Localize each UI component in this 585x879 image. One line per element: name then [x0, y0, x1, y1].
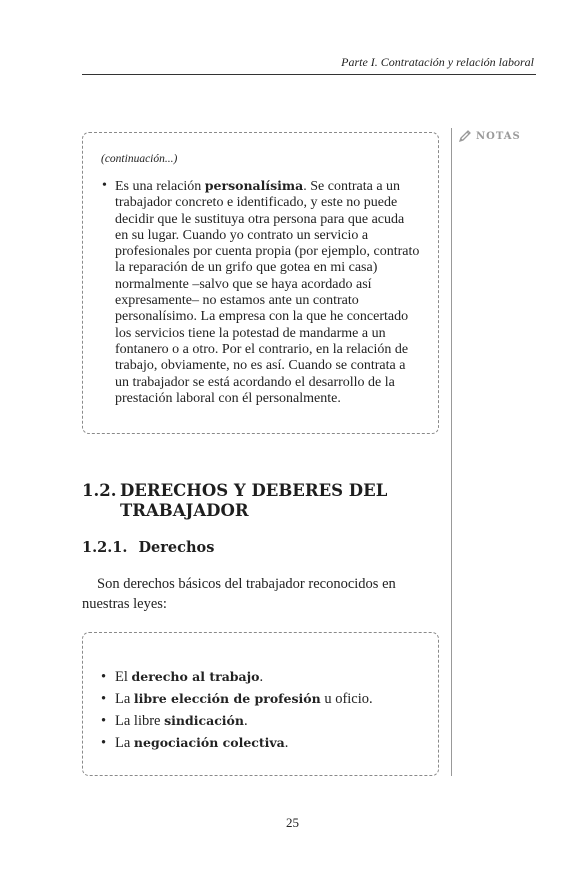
page-number: 25 [286, 815, 299, 830]
continuation-box [82, 132, 439, 434]
section-number: 1.2. [82, 481, 117, 500]
list-item: • La libre sindicación. [101, 710, 373, 732]
subsection-title: Derechos [138, 539, 215, 556]
list-item: • El derecho al trabajo. [101, 666, 373, 688]
notes-text: NOTAS [476, 130, 521, 142]
list-item: • La negociación colectiva. [101, 732, 373, 754]
notes-margin-rule [451, 128, 452, 776]
intro-paragraph: Son derechos básicos del trabajador reconocidos en nuestras leyes: [82, 576, 396, 612]
personal-relation-paragraph [115, 178, 420, 407]
para-lead: Es una relación [115, 179, 205, 194]
para-rest: . Se contrata a un trabajador concreto e identificado, y este no puede decidir que le sustituya otra persona para que acuda en su lugar. Cuando yo contrato un servicio a profesionales por cuenta propia (por ejemplo, contrato la reparación de un grifo que gotea en mi casa) normalmente –salvo que se haya acordado así expresamente– no estamos ante un contrato personalísimo. La empresa con la que he concertado los servicios tiene la potestad de mandarme a un fontanero o a otro. Por el contrario, en la relación de trabajo, obviamente, no es así. Cuando se contrata a un trabajador se está acordando el desarrollo de la prestación laboral con él personalmente. [115, 179, 420, 406]
rights-list [101, 666, 373, 754]
subsection-number: 1.2.1. [82, 539, 128, 556]
list-item: • La libre elección de profesión u oficio. [101, 688, 373, 710]
subsection-heading [82, 539, 214, 556]
header-title: Parte I. Contratación y relación laboral [341, 55, 534, 69]
running-header [82, 54, 536, 75]
continuation-label: (continuación...) [101, 153, 178, 165]
bullet-dot: • [102, 178, 107, 193]
para-bold-term: personalísima [204, 178, 304, 193]
rights-box [82, 632, 439, 776]
pencil-icon [458, 129, 472, 143]
notes-label [458, 129, 521, 143]
section-title: DERECHOS Y DEBERES DEL TRABAJADOR [120, 481, 388, 520]
